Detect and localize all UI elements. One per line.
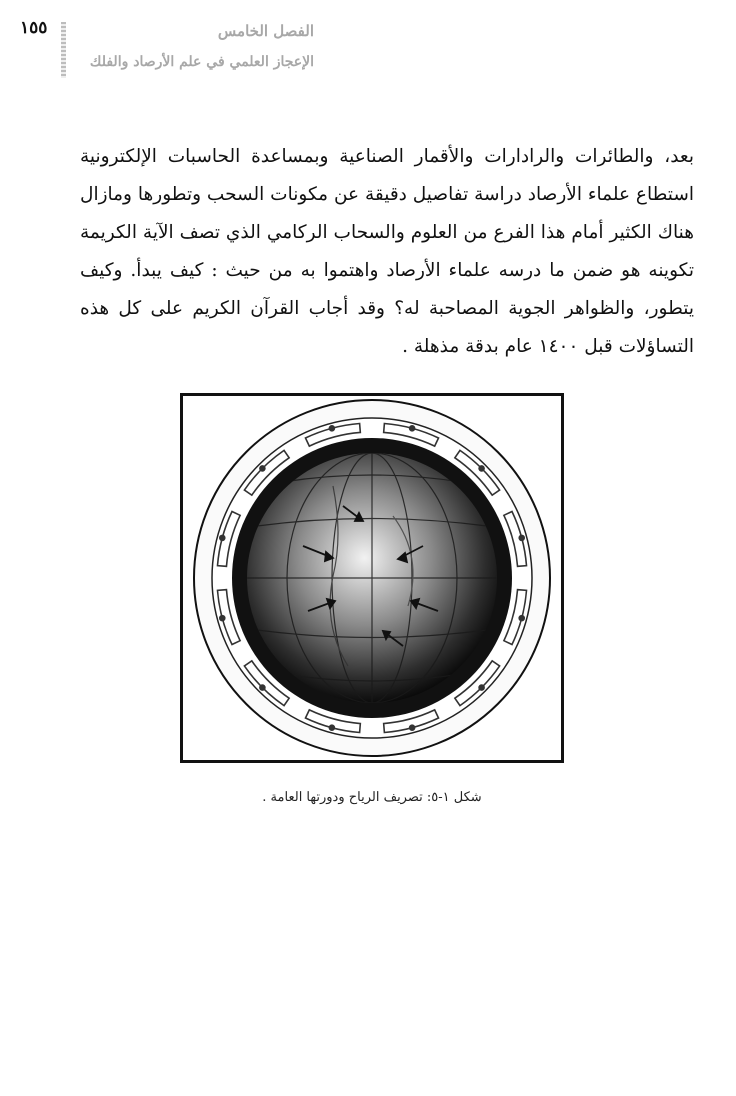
globe-circulation-illustration bbox=[183, 396, 561, 760]
cell-arrowhead bbox=[220, 616, 225, 621]
cell-arrowhead bbox=[329, 725, 334, 730]
cell-arrowhead bbox=[519, 616, 524, 621]
cell-arrowhead bbox=[410, 725, 415, 730]
body-paragraph: بعد، والطائرات والرادارات والأقمار الصناعية وبمساعدة الحاسبات الإلكترونية استطاع علماء الأرصاد دراسة تفاصيل دقيقة عن مكونات السحب وتطورها ومازال هناك الكثير أمام هذا الفرع من العلوم والسحاب الركامي الذي تصف الآية الكريمة تكوينه هو ضمن ما درسه علماء الأرصاد واهتموا به من حيث : كيف يبدأ. وكيف يتطور، والظواهر الجوية المصاحبة له؟ وقد أجاب القرآن الكريم على كل هذه التساؤلات قبل ١٤٠٠ عام بدقة مذهلة . bbox=[80, 146, 694, 357]
cell-arrowhead bbox=[260, 685, 265, 690]
cell-arrowhead bbox=[410, 426, 415, 431]
cell-arrowhead bbox=[329, 426, 334, 431]
cell-arrowhead bbox=[220, 535, 225, 540]
figure-wind-circulation bbox=[180, 393, 564, 763]
figure-caption: شكل ١-٥: تصريف الرياح ودورتها العامة . bbox=[262, 790, 482, 805]
cell-arrowhead bbox=[260, 466, 265, 471]
cell-arrowhead bbox=[519, 535, 524, 540]
cell-arrowhead bbox=[479, 685, 484, 690]
header-divider bbox=[61, 22, 66, 78]
chapter-title: الفصل الخامس bbox=[217, 22, 314, 40]
page-number: ١٥٥ bbox=[20, 18, 48, 38]
section-title: الإعجاز العلمي في علم الأرصاد والفلك bbox=[89, 54, 314, 70]
running-header bbox=[84, 20, 314, 74]
cell-arrowhead bbox=[479, 466, 484, 471]
